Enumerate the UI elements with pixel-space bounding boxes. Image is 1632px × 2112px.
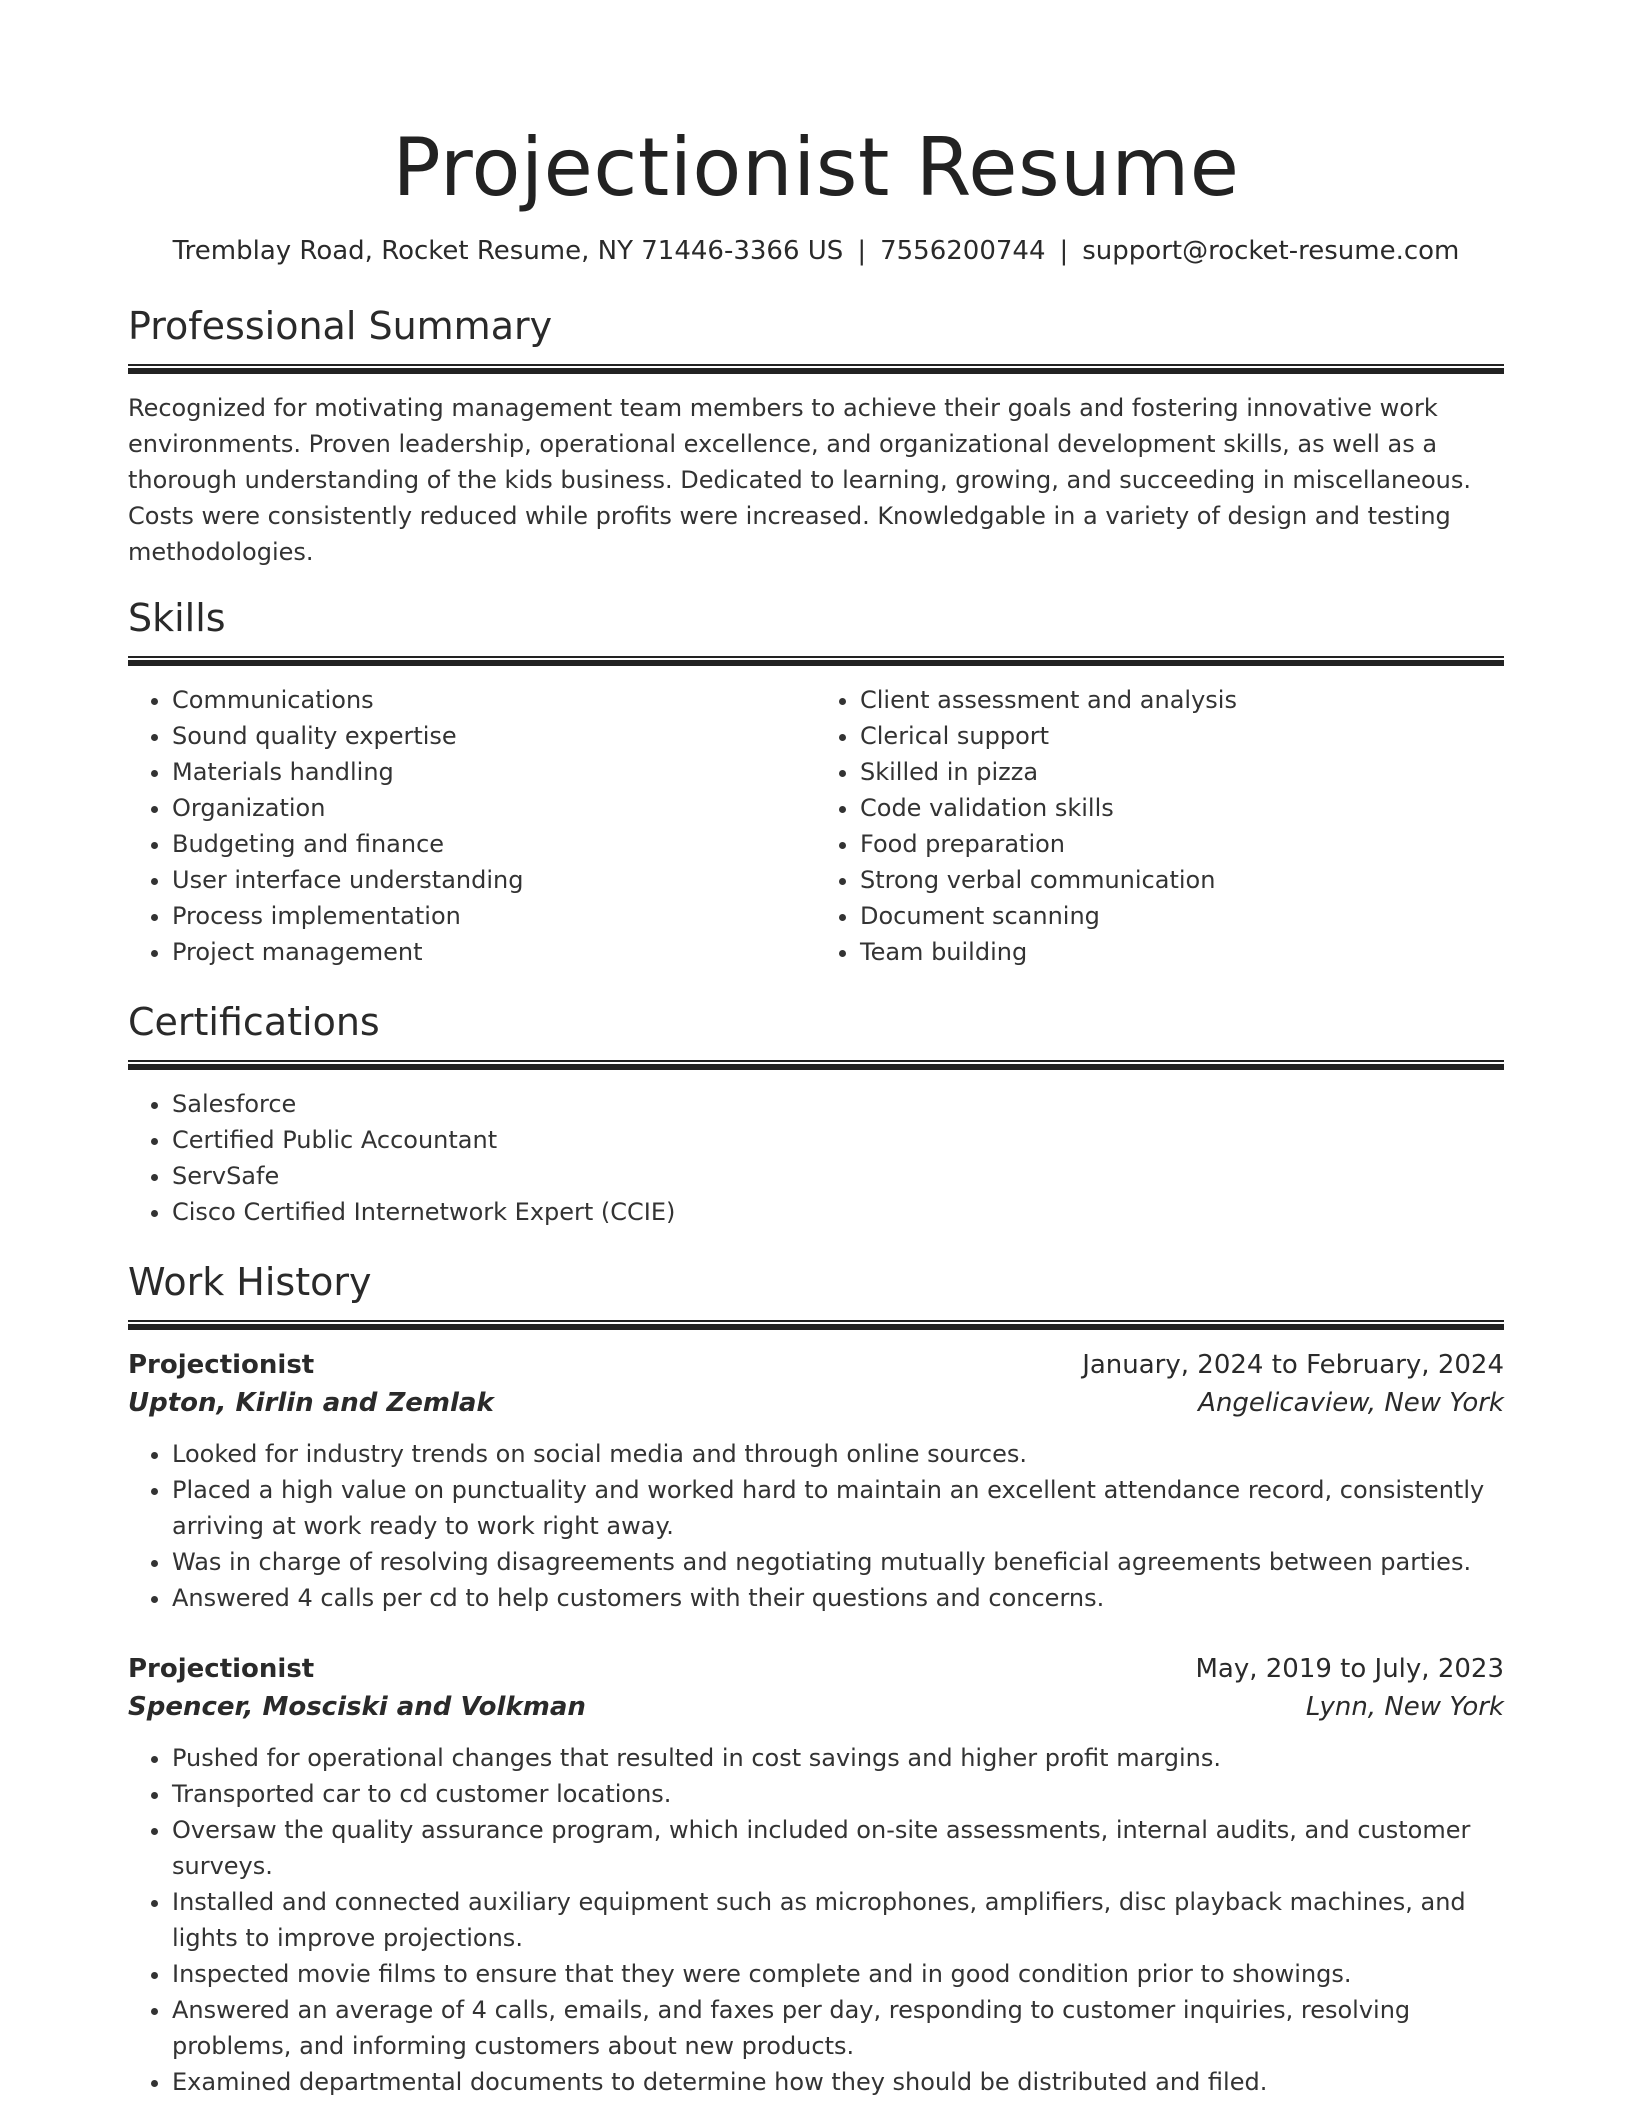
job-company: Spencer, Mosciski and Volkman bbox=[128, 1692, 586, 1722]
certification-item: • Salesforce bbox=[172, 1086, 1504, 1122]
certifications-list bbox=[128, 1086, 1504, 1230]
certification-item: • Certified Public Accountant bbox=[172, 1122, 1504, 1158]
contact-separator: | bbox=[857, 236, 867, 266]
skill-item: • Code validation skills bbox=[860, 790, 1504, 826]
job-bullet: • Was in charge of resolving disagreements and negotiating mutually beneficial agreements between parties. bbox=[172, 1544, 1504, 1580]
job-header bbox=[128, 1346, 1504, 1384]
job-bullet: • Examined departmental documents to determine how they should be distributed and filed. bbox=[172, 2064, 1504, 2100]
section-divider bbox=[128, 656, 1504, 666]
job-bullet-list bbox=[128, 1436, 1504, 1616]
job-title: Projectionist bbox=[128, 1350, 315, 1380]
skill-item: • Budgeting and finance bbox=[172, 826, 816, 862]
job-dates: May, 2019 to July, 2023 bbox=[1195, 1654, 1504, 1684]
skill-item: • Communications bbox=[172, 682, 816, 718]
certification-item: • ServSafe bbox=[172, 1158, 1504, 1194]
skills-list-left bbox=[128, 682, 816, 970]
contact-address: Tremblay Road, Rocket Resume, NY 71446-3366 US bbox=[172, 236, 844, 266]
job-header bbox=[128, 1650, 1504, 1688]
contact-separator: | bbox=[1059, 236, 1069, 266]
job-bullet: • Transported car to cd customer locations. bbox=[172, 1776, 1504, 1812]
work-history-section bbox=[128, 1258, 1504, 2100]
summary-text: Recognized for motivating management team members to achieve their goals and fostering innovative work environments. Proven leadership, operational excellence, and organizational development skills, as well as a thorough understanding of the kids business. Dedicated to learning, growing, and succeeding in miscellaneous. Costs were consistently reduced while profits were increased. Knowledgable in a variety of design and testing methodologies. bbox=[128, 394, 1471, 566]
job-bullet: • Looked for industry trends on social media and through online sources. bbox=[172, 1436, 1504, 1472]
job-bullet: • Installed and connected auxiliary equipment such as microphones, amplifiers, disc playback machines, and lights to improve projections. bbox=[172, 1884, 1504, 1956]
job-bullet-list bbox=[128, 1740, 1504, 2100]
job-bullet: • Oversaw the quality assurance program, which included on-site assessments, internal audits, and customer surveys. bbox=[172, 1812, 1504, 1884]
summary-section bbox=[128, 302, 1504, 570]
work-history-heading: Work History bbox=[128, 1260, 372, 1304]
skill-item: • Project management bbox=[172, 934, 816, 970]
skill-item: • Food preparation bbox=[860, 826, 1504, 862]
skill-item: • Strong verbal communication bbox=[860, 862, 1504, 898]
job-bullet: • Placed a high value on punctuality and worked hard to maintain an excellent attendance record, consistently arriving at work ready to work right away. bbox=[172, 1472, 1504, 1544]
section-divider bbox=[128, 1320, 1504, 1330]
job-bullet: • Answered 4 calls per cd to help customers with their questions and concerns. bbox=[172, 1580, 1504, 1616]
skills-columns bbox=[128, 682, 1504, 970]
skill-item: • Clerical support bbox=[860, 718, 1504, 754]
skill-item: • Client assessment and analysis bbox=[860, 682, 1504, 718]
job-subheader bbox=[128, 1384, 1504, 1422]
job-entry bbox=[128, 1346, 1504, 1616]
skill-item: • Organization bbox=[172, 790, 816, 826]
skill-item: • Process implementation bbox=[172, 898, 816, 934]
contact-line bbox=[128, 236, 1504, 266]
job-subheader bbox=[128, 1688, 1504, 1726]
skill-item: • Document scanning bbox=[860, 898, 1504, 934]
skill-item: • Skilled in pizza bbox=[860, 754, 1504, 790]
section-divider bbox=[128, 364, 1504, 374]
contact-email: support@rocket-resume.com bbox=[1082, 236, 1460, 266]
skill-item: • Materials handling bbox=[172, 754, 816, 790]
certifications-heading: Certifications bbox=[128, 1000, 380, 1044]
job-entry bbox=[128, 1650, 1504, 2100]
job-dates: January, 2024 to February, 2024 bbox=[1082, 1350, 1504, 1380]
job-title: Projectionist bbox=[128, 1654, 315, 1684]
job-bullet: • Answered an average of 4 calls, emails, and faxes per day, responding to customer inquiries, resolving problems, and informing customers about new products. bbox=[172, 1992, 1504, 2064]
skills-section bbox=[128, 594, 1504, 970]
skill-item: • Team building bbox=[860, 934, 1504, 970]
skills-list-right bbox=[816, 682, 1504, 970]
job-bullet: • Pushed for operational changes that resulted in cost savings and higher profit margins. bbox=[172, 1740, 1504, 1776]
resume-title: Projectionist Resume bbox=[392, 121, 1240, 214]
certifications-section bbox=[128, 998, 1504, 1230]
job-location: Angelicaview, New York bbox=[1198, 1388, 1504, 1418]
skill-item: • Sound quality expertise bbox=[172, 718, 816, 754]
job-bullet: • Inspected movie films to ensure that they were complete and in good condition prior to showings. bbox=[172, 1956, 1504, 1992]
job-company: Upton, Kirlin and Zemlak bbox=[128, 1388, 494, 1418]
job-location: Lynn, New York bbox=[1305, 1692, 1504, 1722]
skill-item: • User interface understanding bbox=[172, 862, 816, 898]
summary-heading: Professional Summary bbox=[128, 304, 553, 348]
section-divider bbox=[128, 1060, 1504, 1070]
certification-item: • Cisco Certified Internetwork Expert (CCIE) bbox=[172, 1194, 1504, 1230]
skills-heading: Skills bbox=[128, 596, 226, 640]
contact-phone: 7556200744 bbox=[880, 236, 1046, 266]
